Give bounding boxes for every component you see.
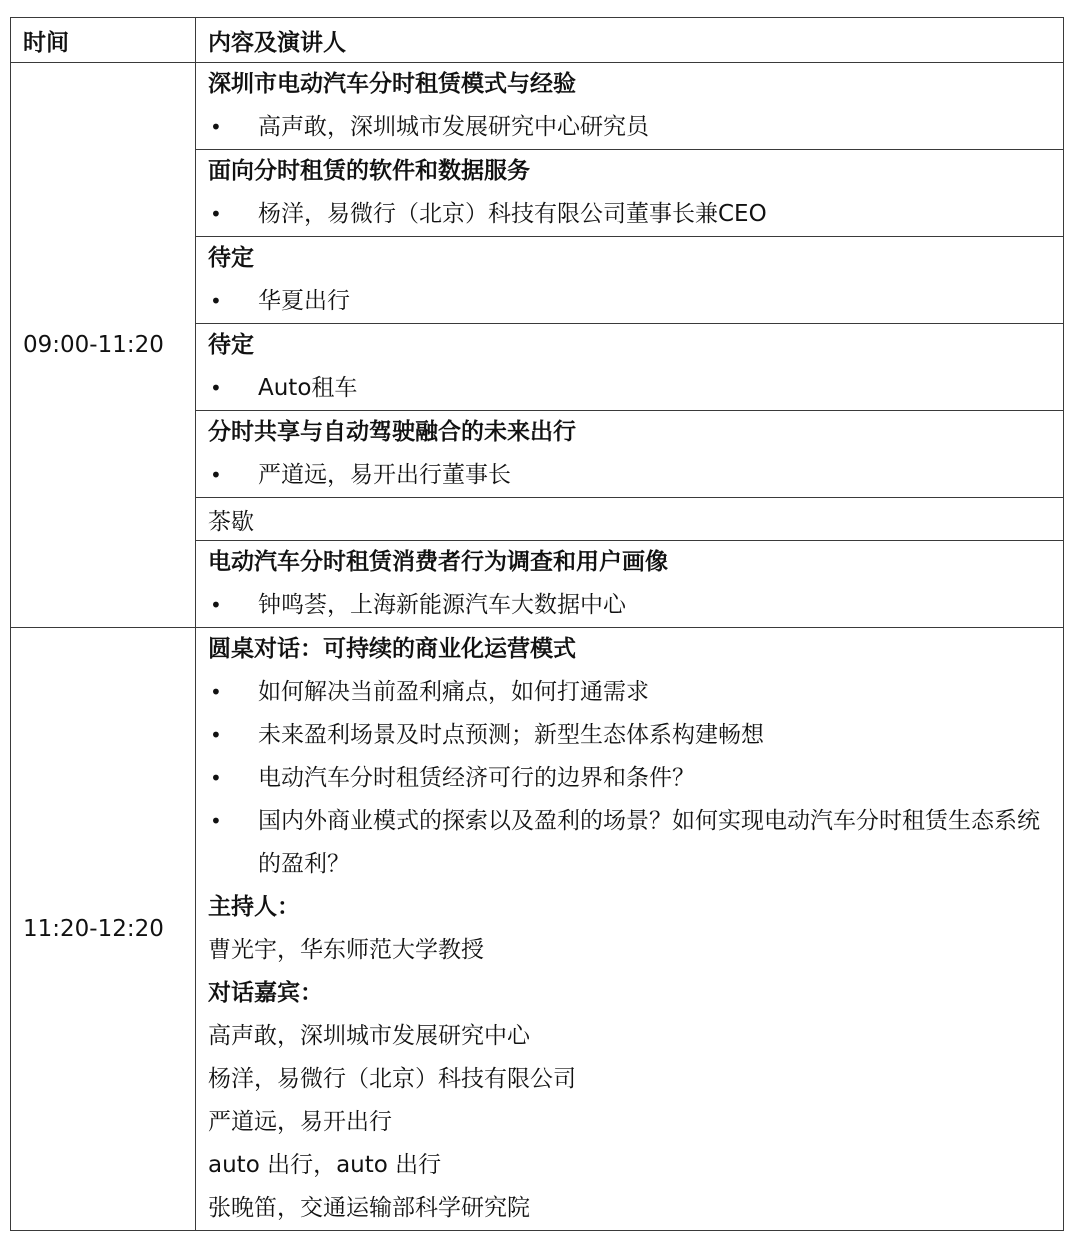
talk-speaker: • 杨洋，易微行（北京）科技有限公司董事长兼CEO [208,193,1063,236]
topic-item: • 国内外商业模式的探索以及盈利的场景？如何实现电动汽车分时租赁生态系统的盈利？ [208,800,1063,886]
talk-title: 深圳市电动汽车分时租赁模式与经验 [208,71,576,97]
talk-title: 电动汽车分时租赁消费者行为调查和用户画像 [208,549,668,575]
roundtable [196,628,1064,1231]
guest-item: 高声敢，深圳城市发展研究中心 [208,1023,530,1049]
bullet-icon: • [210,376,222,400]
talk-speaker: • 华夏出行 [208,280,1063,323]
tea-break: 茶歇 [196,498,1064,541]
talk-speaker: • Auto租车 [208,367,1063,410]
roundtable-title: 圆桌对话：可持续的商业化运营模式 [208,636,576,662]
session2-time: 11:20-12:20 [11,628,196,1231]
bullet-icon: • [210,723,222,747]
header-row [11,18,1064,63]
talk-speaker: • 高声敢，深圳城市发展研究中心研究员 [208,106,1063,149]
session1-item-6 [196,541,1064,628]
bullet-icon: • [210,809,222,833]
talk-title: 待定 [208,332,254,358]
talk-speaker: • 严道远，易开出行董事长 [208,454,1063,497]
talk-title: 分时共享与自动驾驶融合的未来出行 [208,419,576,445]
header-time: 时间 [11,18,196,63]
bullet-icon: • [210,680,222,704]
host-name: 曹光宇，华东师范大学教授 [208,937,484,963]
session1-item-2 [196,150,1064,237]
talk-title: 待定 [208,245,254,271]
bullet-icon: • [210,289,222,313]
talk-title: 面向分时租赁的软件和数据服务 [208,158,530,184]
session1-item-1 [196,63,1064,150]
guest-item: 张晚笛，交通运输部科学研究院 [208,1195,530,1221]
agenda-table [10,17,1064,1231]
guests-label: 对话嘉宾： [208,980,323,1006]
bullet-icon: • [210,593,222,617]
topic-item: • 电动汽车分时租赁经济可行的边界和条件？ [208,757,1063,800]
topic-item: • 如何解决当前盈利痛点，如何打通需求 [208,671,1063,714]
host-label: 主持人： [208,894,300,920]
bullet-icon: • [210,202,222,226]
session1-item-1-row [11,63,1064,150]
bullet-icon: • [210,115,222,139]
session1-time: 09:00-11:20 [11,63,196,628]
guest-item: 严道远，易开出行 [208,1109,392,1135]
session2-row [11,628,1064,1231]
header-content: 内容及演讲人 [196,18,1064,63]
bullet-icon: • [210,766,222,790]
topic-item: • 未来盈利场景及时点预测；新型生态体系构建畅想 [208,714,1063,757]
guest-item: auto 出行，auto 出行 [208,1152,442,1178]
guest-item: 杨洋，易微行（北京）科技有限公司 [208,1066,576,1092]
session1-item-5 [196,411,1064,498]
bullet-icon: • [210,463,222,487]
session1-item-3 [196,237,1064,324]
talk-speaker: • 钟鸣荟，上海新能源汽车大数据中心 [208,584,1063,627]
session1-item-4 [196,324,1064,411]
